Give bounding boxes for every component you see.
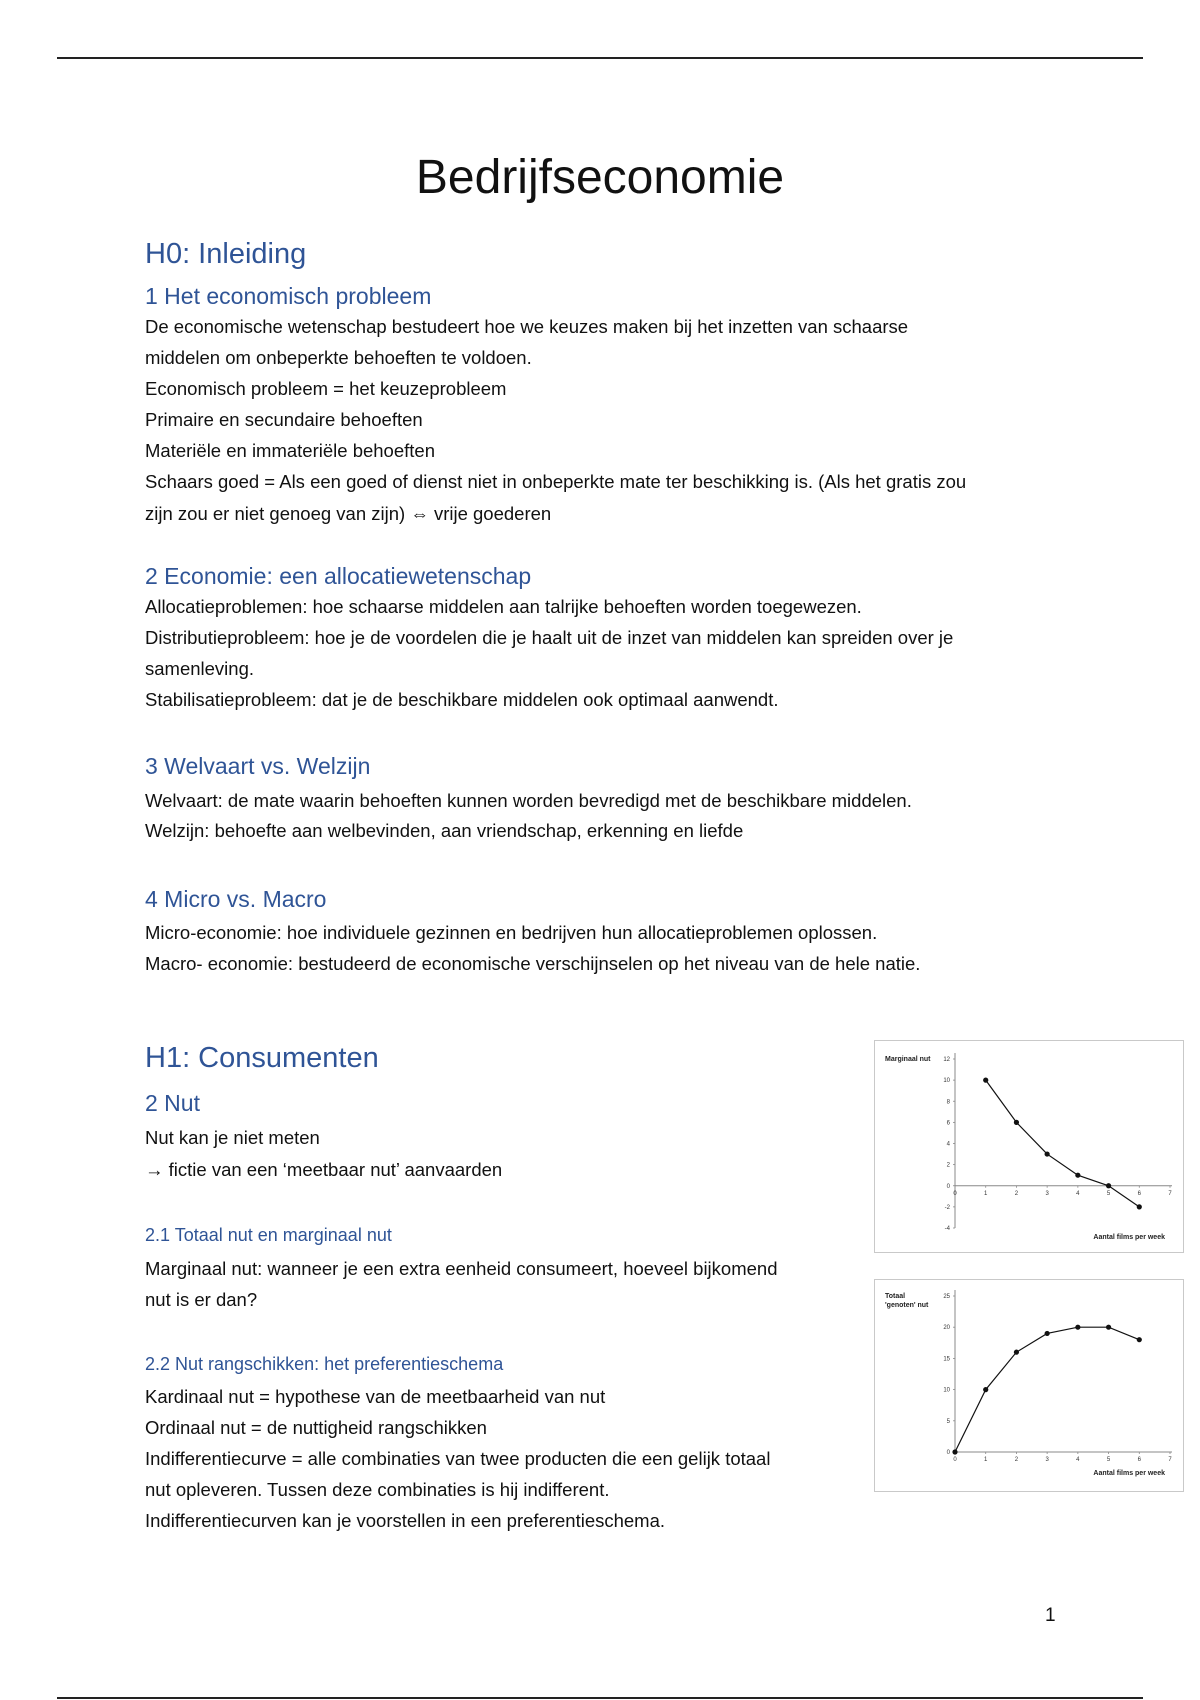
heading-s2: 2 Economie: een allocatiewetenschap — [145, 563, 532, 589]
y-tick-label: 10 — [943, 1387, 950, 1394]
paragraph-line: Welvaart: de mate waarin behoeften kunnen worden bevredigd met de beschikbare middelen. — [145, 790, 912, 811]
data-point — [1106, 1183, 1111, 1188]
total-utility-plot — [875, 1280, 1183, 1491]
x-tick-label: 1 — [984, 1190, 988, 1197]
paragraph-line: Welzijn: behoefte aan welbevinden, aan vriendschap, erkenning en liefde — [145, 820, 744, 841]
heading-h1: H1: Consumenten — [145, 1042, 379, 1074]
heading-h1-s2: 2 Nut — [145, 1090, 200, 1116]
y-axis-label-line-2: 'genoten' nut — [885, 1302, 929, 1309]
heading-h1-s2-2: 2.2 Nut rangschikken: het preferentieschema — [145, 1354, 504, 1374]
heading-h0: H0: Inleiding — [145, 238, 307, 270]
y-tick-label: 2 — [946, 1162, 950, 1169]
heading-s4: 4 Micro vs. Macro — [145, 886, 327, 912]
paragraph-line: nut opleveren. Tussen deze combinaties is hij indifferent. — [145, 1479, 610, 1500]
y-tick-label: 5 — [946, 1418, 950, 1425]
y-tick-label: 10 — [943, 1078, 950, 1085]
paragraph-line: zijn zou er niet genoeg van zijn) ⇔ vrije goederen — [145, 503, 552, 524]
paragraph-line: Materiële en immateriële behoeften — [145, 440, 435, 461]
x-tick-label: 2 — [1014, 1457, 1019, 1463]
paragraph-line: nut is er dan? — [145, 1289, 258, 1310]
paragraph-line: Schaars goed = Als een goed of dienst niet in onbeperkte mate ter beschikking is. (Als het gratis zou — [145, 471, 967, 492]
paragraph-line: Economisch probleem = het keuzeprobleem — [145, 378, 507, 399]
data-point — [983, 1387, 988, 1392]
data-point — [1075, 1173, 1080, 1178]
data-point — [1075, 1325, 1080, 1330]
data-point — [1045, 1151, 1050, 1156]
total-utility-chart — [874, 1279, 1184, 1492]
x-tick-label: 7 — [1168, 1190, 1172, 1197]
paragraph-line: Stabilisatieprobleem: dat je de beschikbare middelen ook optimaal aanwendt. — [145, 689, 779, 710]
paragraph-line: Kardinaal nut = hypothese van de meetbaarheid van nut — [145, 1386, 606, 1407]
paragraph-line: Indifferentiecurve = alle combinaties van twee producten die een gelijk totaal — [145, 1448, 771, 1469]
x-tick-label: 5 — [1106, 1190, 1111, 1197]
x-tick-label: 4 — [1076, 1457, 1080, 1463]
y-tick-label: 15 — [943, 1356, 950, 1363]
document-title: Bedrijfseconomie — [415, 151, 785, 204]
paragraph-line: Macro- economie: bestudeerd de economische verschijnselen op het niveau van de hele natie. — [145, 953, 921, 974]
x-tick-label: 3 — [1045, 1457, 1049, 1463]
data-point — [952, 1449, 957, 1454]
data-point — [1014, 1120, 1019, 1125]
paragraph-line: Ordinaal nut = de nuttigheid rangschikken — [145, 1417, 487, 1438]
x-tick-label: 6 — [1137, 1457, 1141, 1463]
y-tick-label: -4 — [944, 1226, 950, 1232]
y-tick-label: 0 — [946, 1450, 950, 1456]
paragraph-line: middelen om onbeperkte behoeften te voldoen. — [145, 347, 532, 368]
x-tick-label: 3 — [1045, 1190, 1049, 1197]
x-axis-label: Aantal films per week — [1093, 1470, 1165, 1477]
y-tick-label: 12 — [943, 1057, 950, 1063]
heading-s3: 3 Welvaart vs. Welzijn — [145, 753, 371, 779]
paragraph-line: Allocatieproblemen: hoe schaarse middelen aan talrijke behoeften worden toegewezen. — [145, 596, 862, 617]
data-point — [1106, 1325, 1111, 1330]
paragraph-line: Distributieprobleem: hoe je de voordelen die je haalt uit de inzet van middelen kan spreiden over je — [145, 627, 954, 648]
paragraph-line: Marginaal nut: wanneer je een extra eenheid consumeert, hoeveel bijkomend — [145, 1258, 778, 1279]
data-point — [1137, 1337, 1142, 1342]
y-axis-label: Marginaal nut — [885, 1056, 931, 1063]
x-tick-label: 0 — [953, 1457, 957, 1463]
paragraph-line: → fictie van een ‘meetbaar nut’ aanvaarden — [145, 1159, 503, 1180]
data-point — [983, 1078, 988, 1083]
x-tick-label: 4 — [1076, 1190, 1080, 1197]
x-tick-label: 7 — [1168, 1457, 1172, 1463]
page-number: 1 — [1045, 1605, 1056, 1626]
x-tick-label: 2 — [1014, 1190, 1019, 1197]
footer-rule — [57, 1697, 1143, 1699]
y-tick-label: 25 — [943, 1294, 950, 1300]
y-tick-label: 8 — [946, 1099, 950, 1106]
paragraph-line: Indifferentiecurven kan je voorstellen in een preferentieschema. — [145, 1510, 666, 1531]
paragraph-line: De economische wetenschap bestudeert hoe we keuzes maken bij het inzetten van schaarse — [145, 316, 909, 337]
y-tick-label: -2 — [944, 1204, 950, 1211]
paragraph-line: Micro-economie: hoe individuele gezinnen en bedrijven hun allocatieproblemen oplossen. — [145, 922, 878, 943]
series-line — [986, 1080, 1140, 1207]
y-tick-label: 6 — [946, 1120, 950, 1127]
x-tick-label: 0 — [953, 1190, 957, 1197]
x-tick-label: 5 — [1106, 1457, 1111, 1463]
marginal-utility-plot — [875, 1041, 1183, 1252]
marginal-utility-chart — [874, 1040, 1184, 1253]
heading-s1: 1 Het economisch probleem — [145, 283, 432, 309]
series-line — [955, 1327, 1139, 1452]
x-tick-label: 1 — [984, 1457, 988, 1463]
x-tick-label: 6 — [1137, 1190, 1141, 1197]
paragraph-line: samenleving. — [145, 658, 255, 679]
data-point — [1014, 1350, 1019, 1355]
paragraph-line: Primaire en secundaire behoeften — [145, 409, 423, 430]
y-tick-label: 20 — [943, 1325, 950, 1332]
paragraph-line: Nut kan je niet meten — [145, 1127, 320, 1148]
y-tick-label: 0 — [946, 1183, 950, 1190]
y-axis-label-line-1: Totaal — [885, 1293, 906, 1300]
y-tick-label: 4 — [946, 1141, 950, 1148]
data-point — [1137, 1204, 1142, 1209]
header-rule — [57, 57, 1143, 59]
x-axis-label: Aantal films per week — [1093, 1234, 1165, 1241]
heading-h1-s2-1: 2.1 Totaal nut en marginaal nut — [145, 1225, 392, 1245]
data-point — [1045, 1331, 1050, 1336]
